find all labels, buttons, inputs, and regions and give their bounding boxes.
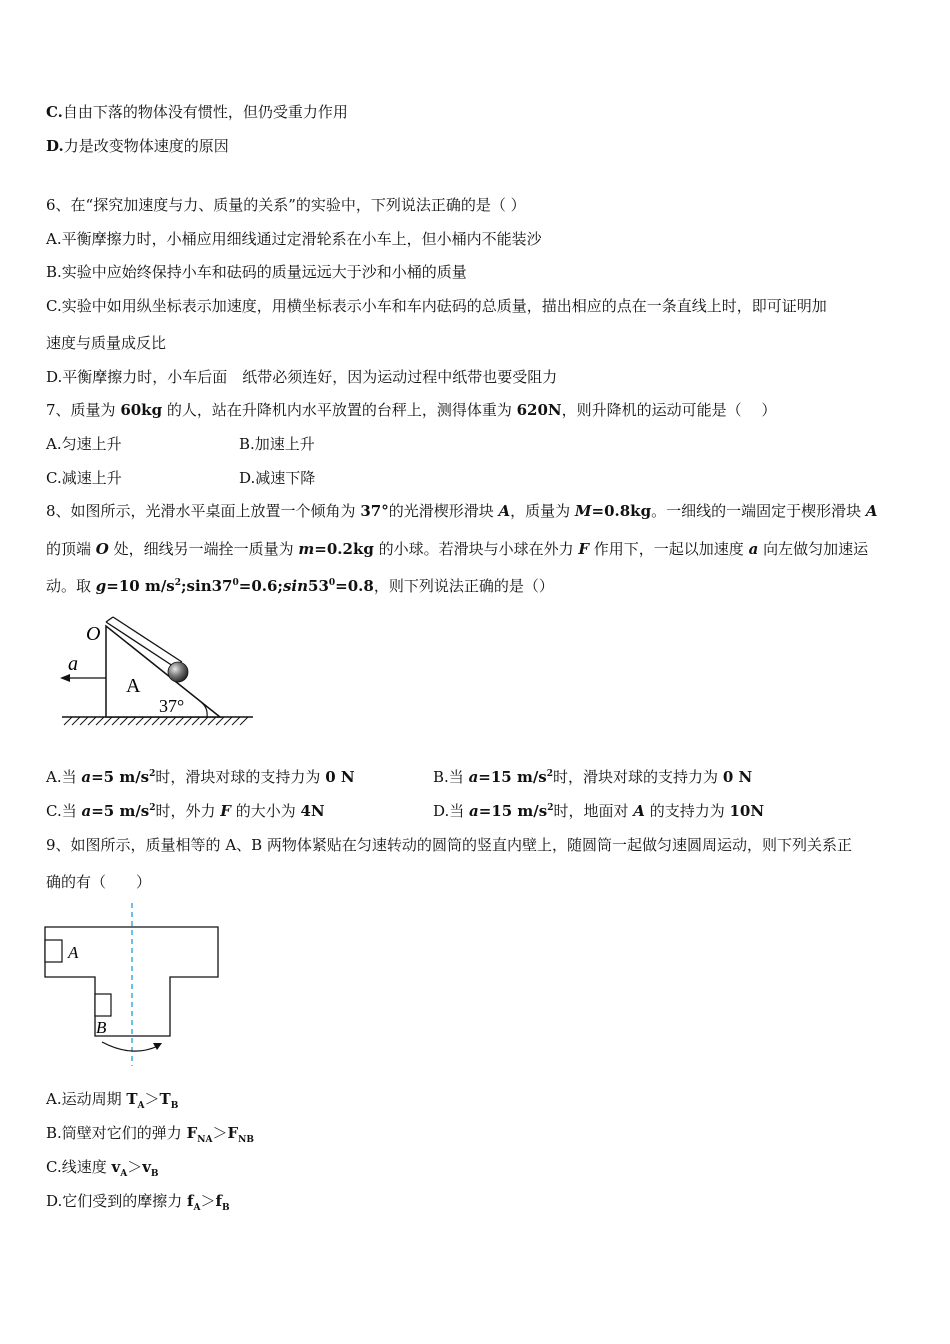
q8-l2-F: F bbox=[578, 540, 590, 558]
q8-l3-val2: =0.8 bbox=[335, 577, 374, 595]
q8-l3-b: ，则下列说法正确的是（） bbox=[373, 577, 554, 595]
q9-oc-s2: B bbox=[150, 1169, 159, 1179]
q8-stem-line1 bbox=[46, 501, 877, 521]
q8-l3-deg2: 53 bbox=[308, 577, 329, 595]
q8-oc-ans: 4N bbox=[300, 802, 325, 820]
q8-option-a bbox=[46, 767, 355, 787]
label-O: O bbox=[86, 623, 101, 645]
q8-oc-F: F bbox=[220, 802, 231, 820]
q9-oa-gt: ＞ bbox=[144, 1090, 160, 1108]
q9-oc-v1: v bbox=[111, 1158, 121, 1176]
q7-stem-mid: 的人，站在升降机内水平放置的台秤上，测得体重为 bbox=[162, 401, 517, 419]
q8-l2-d: 作用下，一起以加速度 bbox=[589, 540, 749, 558]
q6-option-c-line1: C.实验中如用纵坐标表示加速度，用横坐标表示小车和车内砝码的总质量，描出相应的点在一条直线上时，即可证明加 bbox=[46, 297, 827, 315]
q8-l3-zero2: 0 bbox=[328, 578, 336, 588]
q8-oc-sq: 2 bbox=[149, 803, 156, 813]
q8-l2-b: 处，细线另一端拴一质量为 bbox=[108, 540, 299, 558]
q7-weight: 620N bbox=[516, 401, 562, 419]
q8-stem-line3 bbox=[46, 576, 554, 596]
q7-option-d: D.减速下降 bbox=[239, 469, 316, 487]
q7-option-a: A.匀速上升 bbox=[46, 435, 122, 453]
q8-l2-c: 的小球。若滑块与小球在外力 bbox=[373, 540, 579, 558]
q8-l1-M: M bbox=[574, 502, 592, 520]
q8-l3-gval: =10 m/s bbox=[106, 577, 175, 595]
q8-oa-sq: 2 bbox=[149, 769, 156, 779]
q9-ob-f1: F bbox=[186, 1124, 198, 1142]
q8-oc-post: 的大小为 bbox=[230, 802, 301, 820]
q8-l3-deg1: 37 bbox=[211, 577, 233, 595]
q9-ob-gt: ＞ bbox=[212, 1124, 228, 1142]
q8-wedge-diagram bbox=[50, 612, 265, 742]
q9-od-s1: A bbox=[193, 1203, 201, 1213]
q6-option-d: D.平衡摩擦力时，小车后面 纸带必须连好，因为运动过程中纸带也要受阻力 bbox=[46, 368, 558, 386]
q9-oa-pre: A.运动周期 bbox=[46, 1090, 127, 1108]
q8-l2-e: 向左做匀加速运 bbox=[758, 540, 869, 558]
q8-od-a: a bbox=[469, 802, 479, 820]
arrow-head-icon bbox=[60, 674, 70, 682]
q8-oa-pre: A.当 bbox=[46, 768, 82, 786]
q8-od-post: 的支持力为 bbox=[644, 802, 730, 820]
q9-ob-s2: NB bbox=[238, 1135, 254, 1145]
q9-option-d bbox=[46, 1191, 230, 1211]
q5-option-c-text: 自由下落的物体没有惯性，但仍受重力作用 bbox=[62, 103, 348, 121]
rotation-arrow-icon bbox=[153, 1043, 162, 1050]
q7-mass: 60kg bbox=[120, 401, 163, 419]
q8-oa-a: a bbox=[81, 768, 92, 786]
q9-stem-line1: 9、如图所示，质量相等的 A、B 两物体紧贴在匀速转动的圆筒的竖直内壁上，随圆筒一起做匀速圆周运动，则下列关系正 bbox=[46, 836, 852, 854]
q8-l1-b: 的光滑楔形滑块 bbox=[388, 502, 499, 520]
q8-l2-m: m bbox=[298, 540, 315, 558]
q5-option-d-text: 力是改变物体速度的原因 bbox=[63, 137, 229, 155]
q8-l1-angle: 37° bbox=[360, 502, 389, 520]
drum-label-A: A bbox=[68, 943, 79, 962]
ball bbox=[168, 662, 188, 682]
q8-l1-a: 8、如图所示，光滑水平桌面上放置一个倾角为 bbox=[46, 502, 361, 520]
q9-oc-pre: C.线速度 bbox=[46, 1158, 112, 1176]
q8-oc-mid: 时，外力 bbox=[155, 802, 221, 820]
q8-l3-zero1: 0 bbox=[232, 578, 239, 588]
q8-oa-ans: 0 N bbox=[325, 768, 355, 786]
q8-l1-c: ，质量为 bbox=[510, 502, 575, 520]
q8-ob-val: =15 m/s bbox=[478, 768, 547, 786]
q5-option-d bbox=[46, 136, 229, 156]
q7-option-c: C.减速上升 bbox=[46, 469, 122, 487]
q5-option-d-label: D. bbox=[46, 137, 64, 155]
q9-od-pre: D.它们受到的摩擦力 bbox=[46, 1192, 188, 1210]
q8-od-sq: 2 bbox=[547, 803, 554, 813]
q9-od-gt: ＞ bbox=[200, 1192, 216, 1210]
label-a: a bbox=[68, 653, 78, 675]
q9-option-c bbox=[46, 1157, 159, 1177]
q8-l3-sin1: ;sin bbox=[181, 577, 212, 595]
q8-l1-d: 。一细线的一端固定于楔形滑块 bbox=[651, 502, 866, 520]
string-top bbox=[106, 617, 113, 622]
q8-od-pre: D.当 bbox=[433, 802, 470, 820]
q9-ob-pre: B.筒壁对它们的弹力 bbox=[46, 1124, 187, 1142]
q8-option-c bbox=[46, 801, 325, 821]
q9-od-f1: f bbox=[187, 1192, 194, 1210]
q8-l1-A2: A bbox=[865, 502, 878, 520]
q9-oc-gt: ＞ bbox=[127, 1158, 143, 1176]
q8-ob-a: a bbox=[468, 768, 479, 786]
q8-od-val: =15 m/s bbox=[478, 802, 548, 820]
q8-ob-pre: B.当 bbox=[433, 768, 469, 786]
q8-oc-pre: C.当 bbox=[46, 802, 82, 820]
q9-oa-t1: T bbox=[126, 1090, 138, 1108]
q8-option-b bbox=[433, 767, 752, 787]
q9-oc-s1: A bbox=[120, 1169, 128, 1179]
drum-label-B: B bbox=[96, 1018, 107, 1037]
block-B bbox=[95, 994, 111, 1016]
q6-option-a: A.平衡摩擦力时，小桶应用细线通过定滑轮系在小车上，但小桶内不能装沙 bbox=[46, 230, 542, 248]
q8-l3-sin2: sin bbox=[282, 577, 309, 595]
q6-option-b: B.实验中应始终保持小车和砝码的质量远远大于沙和小桶的质量 bbox=[46, 263, 467, 281]
q8-od-A: A bbox=[633, 802, 645, 820]
q9-od-s2: B bbox=[221, 1203, 230, 1213]
q9-oa-s1: A bbox=[137, 1101, 145, 1111]
q9-ob-s1: NA bbox=[197, 1135, 213, 1145]
q8-l3-g: g bbox=[95, 577, 107, 595]
q8-l1-Mval: =0.8kg bbox=[591, 502, 652, 520]
q9-od-f2: f bbox=[215, 1192, 222, 1210]
q8-option-d bbox=[433, 801, 764, 821]
label-angle: 37° bbox=[159, 696, 185, 716]
q6-option-c-line2: 速度与质量成反比 bbox=[46, 334, 167, 352]
q8-l3-val1: =0.6; bbox=[238, 577, 283, 595]
q8-stem-line2 bbox=[46, 539, 868, 559]
q5-option-c-label: C. bbox=[46, 103, 63, 121]
rotation-arc bbox=[102, 1042, 158, 1051]
q8-l2-mval: =0.2kg bbox=[314, 540, 374, 558]
q8-od-mid: 时，地面对 bbox=[553, 802, 634, 820]
ground-hatching bbox=[64, 717, 248, 725]
q7-stem bbox=[46, 400, 776, 420]
q5-option-c bbox=[46, 102, 348, 122]
q9-ob-f2: F bbox=[227, 1124, 239, 1142]
label-A: A bbox=[126, 675, 141, 697]
q9-oa-t2: T bbox=[159, 1090, 171, 1108]
q7-stem-pre: 7、质量为 bbox=[46, 401, 121, 419]
q8-oc-a: a bbox=[81, 802, 92, 820]
q7-option-b: B.加速上升 bbox=[239, 435, 315, 453]
q8-ob-sq: 2 bbox=[546, 769, 554, 779]
q8-l3-sq: 2 bbox=[174, 578, 182, 588]
q9-stem-line2: 确的有（ ） bbox=[46, 873, 152, 891]
q9-oa-s2: B bbox=[170, 1101, 179, 1111]
q9-option-a bbox=[46, 1089, 178, 1109]
q8-oc-val: =5 m/s bbox=[91, 802, 150, 820]
q8-l2-a-sym: a bbox=[748, 540, 759, 558]
q9-oc-v2: v bbox=[142, 1158, 151, 1176]
q8-l3-a: 动。取 bbox=[46, 577, 96, 595]
q8-ob-ans: 0 N bbox=[722, 768, 753, 786]
q7-stem-post: ，则升降机的运动可能是（ ） bbox=[561, 401, 777, 419]
block-A bbox=[45, 940, 62, 962]
q8-l1-A1: A bbox=[498, 502, 511, 520]
q8-ob-post: 时，滑块对球的支持力为 bbox=[553, 768, 723, 786]
q9-option-b bbox=[46, 1123, 254, 1143]
q6-stem: 6、在“探究加速度与力、质量的关系”的实验中，下列说法正确的是（ ） bbox=[46, 196, 526, 214]
q8-oa-post: 时，滑块对球的支持力为 bbox=[155, 768, 326, 786]
q8-od-ans: 10N bbox=[729, 802, 765, 820]
q8-l2-a: 的顶端 bbox=[46, 540, 96, 558]
q9-drum-diagram bbox=[40, 900, 230, 1070]
q8-l2-O: O bbox=[95, 540, 109, 558]
q8-oa-val: =5 m/s bbox=[91, 768, 150, 786]
